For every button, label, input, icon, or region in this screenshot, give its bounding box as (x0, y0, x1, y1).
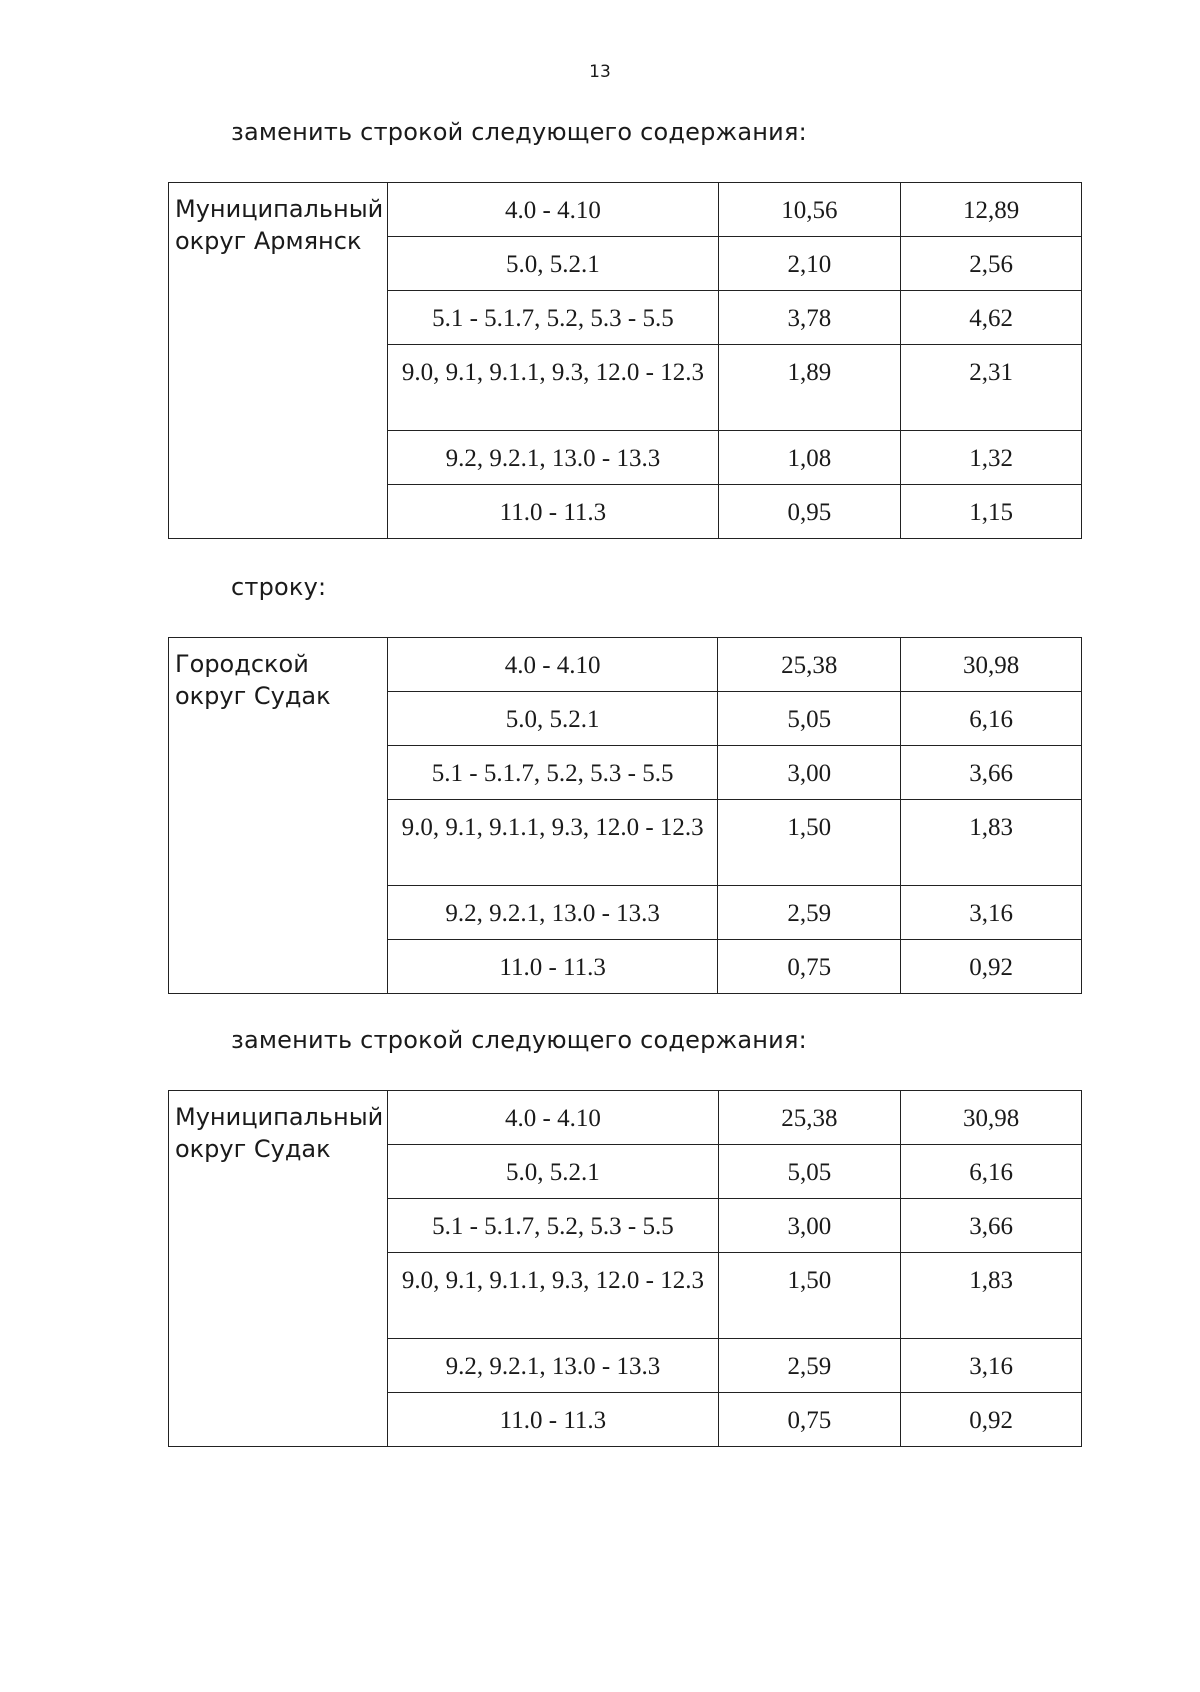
codes-cell: 9.0, 9.1, 9.1.1, 9.3, 12.0 - 12.3 (387, 800, 718, 886)
page-number: 13 (589, 62, 611, 82)
value-2-cell: 3,66 (901, 1199, 1082, 1253)
value-1-cell: 1,50 (718, 800, 901, 886)
value-1-cell: 10,56 (718, 183, 901, 237)
codes-cell: 4.0 - 4.10 (388, 1091, 718, 1145)
codes-cell: 5.0, 5.2.1 (388, 1145, 718, 1199)
value-2-cell: 1,15 (901, 485, 1082, 539)
value-2-cell: 1,32 (901, 431, 1082, 485)
codes-cell: 9.2, 9.2.1, 13.0 - 13.3 (387, 886, 718, 940)
value-2-cell: 3,66 (901, 746, 1082, 800)
codes-cell: 9.0, 9.1, 9.1.1, 9.3, 12.0 - 12.3 (388, 345, 718, 431)
table-armyansk (168, 182, 1082, 539)
value-2-cell: 30,98 (901, 1091, 1082, 1145)
value-2-cell: 6,16 (901, 1145, 1082, 1199)
section-2-caption: строку: (231, 573, 327, 601)
value-1-cell: 3,78 (718, 291, 901, 345)
codes-cell: 5.1 - 5.1.7, 5.2, 5.3 - 5.5 (388, 1199, 718, 1253)
value-1-cell: 2,59 (718, 1339, 901, 1393)
codes-cell: 11.0 - 11.3 (387, 940, 718, 994)
codes-cell: 9.0, 9.1, 9.1.1, 9.3, 12.0 - 12.3 (388, 1253, 718, 1339)
value-2-cell: 1,83 (901, 1253, 1082, 1339)
section-3-caption: заменить строкой следующего содержания: (231, 1026, 807, 1054)
region-cell: Городской округ Судак (169, 638, 388, 994)
value-1-cell: 3,00 (718, 1199, 901, 1253)
value-1-cell: 2,10 (718, 237, 901, 291)
table-row (169, 638, 1082, 692)
codes-cell: 4.0 - 4.10 (387, 638, 718, 692)
section-1-caption: заменить строкой следующего содержания: (231, 118, 807, 146)
value-2-cell: 3,16 (901, 886, 1082, 940)
value-2-cell: 12,89 (901, 183, 1082, 237)
value-1-cell: 0,75 (718, 1393, 901, 1447)
value-2-cell: 4,62 (901, 291, 1082, 345)
region-cell: Муниципальный округ Армянск (169, 183, 388, 539)
value-1-cell: 1,89 (718, 345, 901, 431)
codes-cell: 5.1 - 5.1.7, 5.2, 5.3 - 5.5 (388, 291, 718, 345)
value-1-cell: 3,00 (718, 746, 901, 800)
table-sudak-city (168, 637, 1082, 994)
value-1-cell: 1,50 (718, 1253, 901, 1339)
value-2-cell: 6,16 (901, 692, 1082, 746)
value-1-cell: 5,05 (718, 1145, 901, 1199)
value-2-cell: 1,83 (901, 800, 1082, 886)
value-2-cell: 30,98 (901, 638, 1082, 692)
table-row (169, 183, 1082, 237)
value-2-cell: 0,92 (901, 940, 1082, 994)
value-1-cell: 1,08 (718, 431, 901, 485)
region-cell: Муниципальный округ Судак (169, 1091, 388, 1447)
codes-cell: 9.2, 9.2.1, 13.0 - 13.3 (388, 431, 718, 485)
codes-cell: 4.0 - 4.10 (388, 183, 718, 237)
value-1-cell: 0,95 (718, 485, 901, 539)
table-sudak-municipal (168, 1090, 1082, 1447)
codes-cell: 5.1 - 5.1.7, 5.2, 5.3 - 5.5 (387, 746, 718, 800)
value-2-cell: 2,56 (901, 237, 1082, 291)
value-2-cell: 3,16 (901, 1339, 1082, 1393)
value-2-cell: 0,92 (901, 1393, 1082, 1447)
value-1-cell: 5,05 (718, 692, 901, 746)
table-row (169, 1091, 1082, 1145)
codes-cell: 11.0 - 11.3 (388, 485, 718, 539)
value-2-cell: 2,31 (901, 345, 1082, 431)
value-1-cell: 0,75 (718, 940, 901, 994)
value-1-cell: 2,59 (718, 886, 901, 940)
codes-cell: 5.0, 5.2.1 (387, 692, 718, 746)
codes-cell: 11.0 - 11.3 (388, 1393, 718, 1447)
value-1-cell: 25,38 (718, 638, 901, 692)
value-1-cell: 25,38 (718, 1091, 901, 1145)
codes-cell: 5.0, 5.2.1 (388, 237, 718, 291)
codes-cell: 9.2, 9.2.1, 13.0 - 13.3 (388, 1339, 718, 1393)
